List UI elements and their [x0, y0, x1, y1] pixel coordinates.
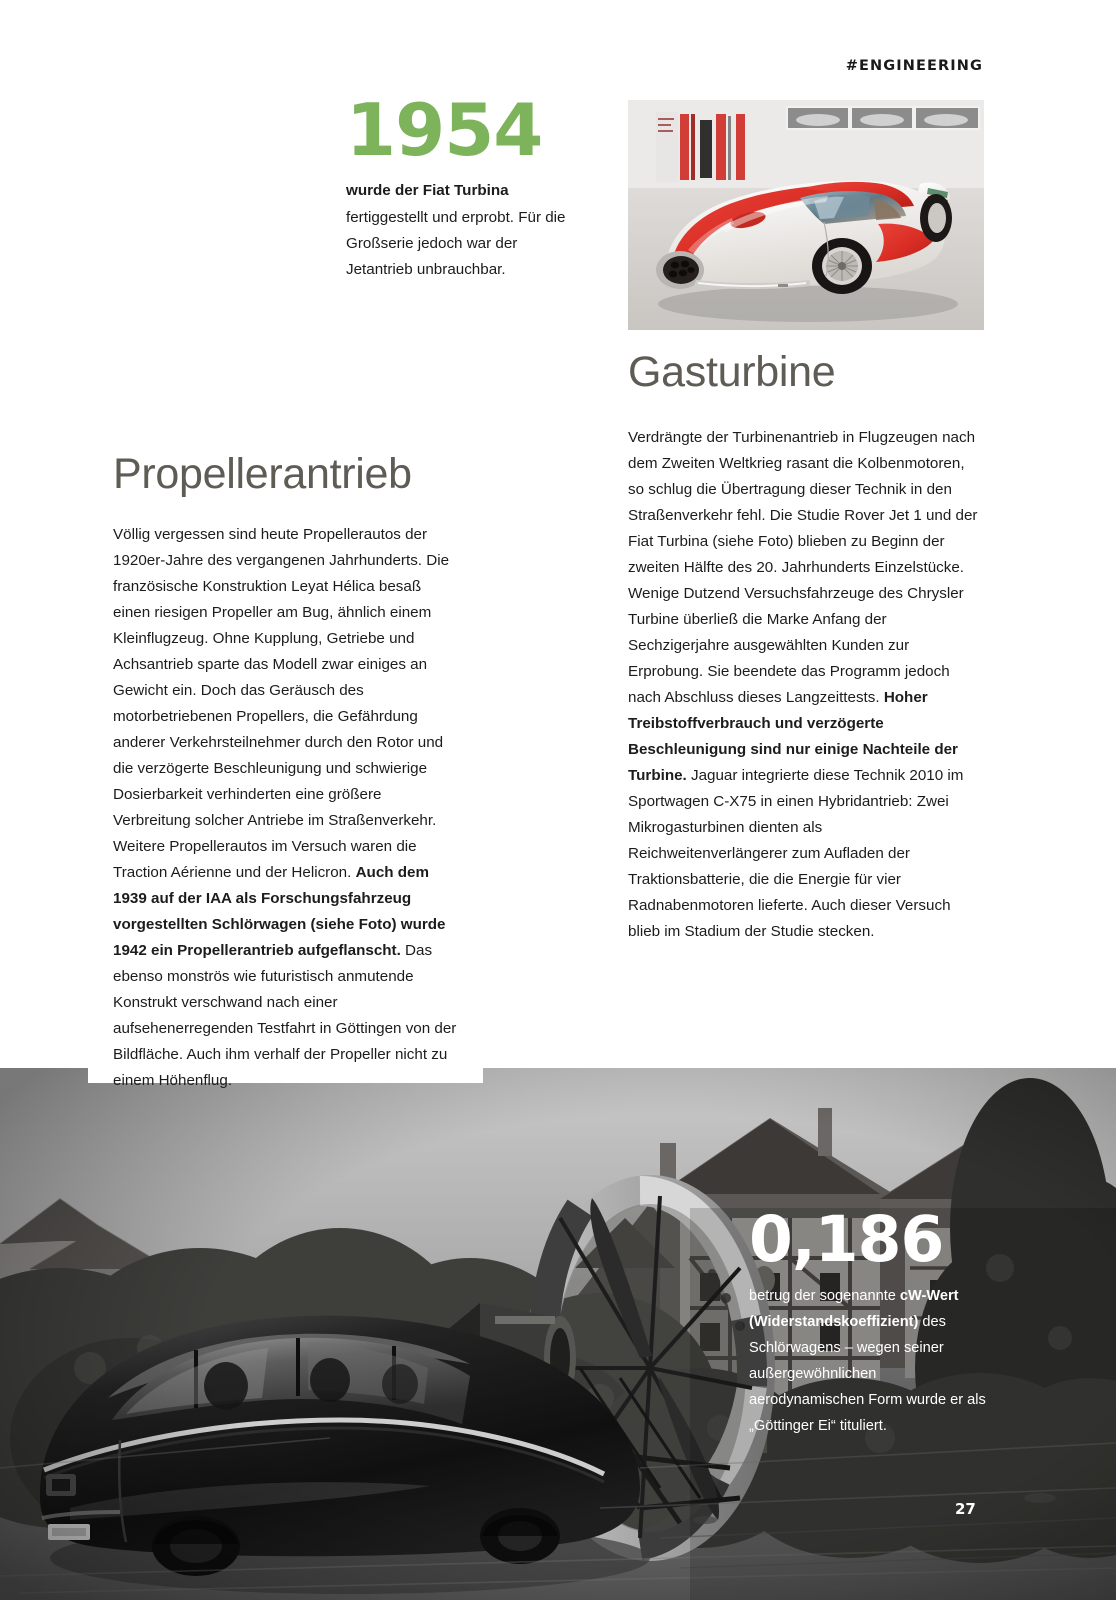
heading-propellerantrieb: Propellerantrieb: [113, 450, 412, 498]
cw-caption-part-2: des Schlörwagens – wegen seiner außergewöhnlichen aerodynamischen Form wurde er als „Göttinger Ei“ tituliert.: [749, 1313, 986, 1434]
stat-value-0186: 0,186: [749, 1203, 944, 1276]
cw-caption-bold: cW-Wert (Widerstandskoeffizient): [749, 1287, 959, 1330]
stat-value-1954: 1954: [346, 88, 543, 172]
stat-block-cw-wert: [749, 1203, 989, 1440]
body-text-gasturbine: [628, 425, 984, 945]
stat-caption-cw-wert: [749, 1284, 989, 1440]
gasturbine-paragraph-1: Verdrängte der Turbinenantrieb in Flugzeugen nach dem Zweiten Weltkrieg rasant die Kolbenmotoren, so schlug die Übertragung dieser Technik in den Straßenverkehr fehl. Die Studie Rover Jet 1 und der Fiat Turbina (siehe Foto) blieben zu Beginn der zweiten Hälfte des 20. Jahrhunderts Einzelstücke. Wenige Dutzend Versuchsfahrzeuge des Chrysler Turbine überließ die Marke Anfang der Sechzigerjahre ausgewählten Kunden zur Erprobung. Sie beendete das Programm jedoch nach Abschluss dieses Langzeittests.: [628, 429, 978, 706]
propeller-paragraph-2: Das ebenso monströs wie futuristisch anmutende Konstrukt verschwand nach einer aufsehenerregenden Testfahrt in Göttingen von der Bildfläche. Auch ihm verhalf der Propeller nicht zu einem Höhenflug.: [113, 941, 457, 1089]
stat-caption-1954: [346, 178, 576, 283]
gasturbine-paragraph-2: Jaguar integrierte diese Technik 2010 im Sportwagen C-X75 in einen Hybridantrieb: Zwei Mikrogasturbinen dienten als Reichweitenverlängerer zum Aufladen der Traktionsbatterie, die die Energie für vier Radnabenmotoren lieferte. Auch dieser Versuch blieb im Stadium der Studie stecken.: [628, 766, 964, 940]
stat-caption-rest: fertiggestellt und erprobt. Für die Großserie jedoch war der Jetantrieb unbrauchbar.: [346, 208, 566, 278]
heading-gasturbine: Gasturbine: [628, 348, 836, 396]
stat-caption-bold: wurde der Fiat Turbina: [346, 182, 509, 200]
fiat-turbina-photo: [628, 100, 984, 330]
propeller-paragraph-1: Völlig vergessen sind heute Propellerautos der 1920er-Jahre des vergangenen Jahrhunderts. Die französische Konstruktion Leyat Hélica besaß einen riesigen Propeller am Bug, ähnlich einem Kleinflugzeug. Ohne Kupplung, Getriebe und Achsantrieb sparte das Modell zwar einiges an Gewicht ein. Doch das Geräusch des motorbetriebenen Propellers, die Gefährdung anderer Verkehrsteilnehmer durch den Rotor und die verzögerte Beschleunigung und schwierige Dosierbarkeit verhinderten eine größere Verbreitung solcher Antriebe im Straßenverkehr. Weitere Propellerautos im Versuch waren die Traction Aérienne und der Helicron.: [113, 526, 450, 881]
page-kicker: #ENGINEERING: [845, 58, 983, 74]
gasturbine-highlight: Hoher Treibstoffverbrauch und verzögerte Beschleunigung sind nur einige Nachteile der Turbine.: [628, 688, 958, 784]
stat-block-1954: [346, 88, 576, 283]
propeller-highlight: Auch dem 1939 auf der IAA als Forschungsfahrzeug vorgestellten Schlörwagen (siehe Foto) wurde 1942 ein Propellerantrieb aufgeflanscht.: [113, 863, 446, 959]
body-text-propellerantrieb: [113, 522, 461, 1094]
cw-caption-part-1: betrug der sogenannte: [749, 1287, 900, 1304]
page-number: 27: [955, 1500, 976, 1518]
fiat-turbina-illustration: [628, 100, 984, 330]
